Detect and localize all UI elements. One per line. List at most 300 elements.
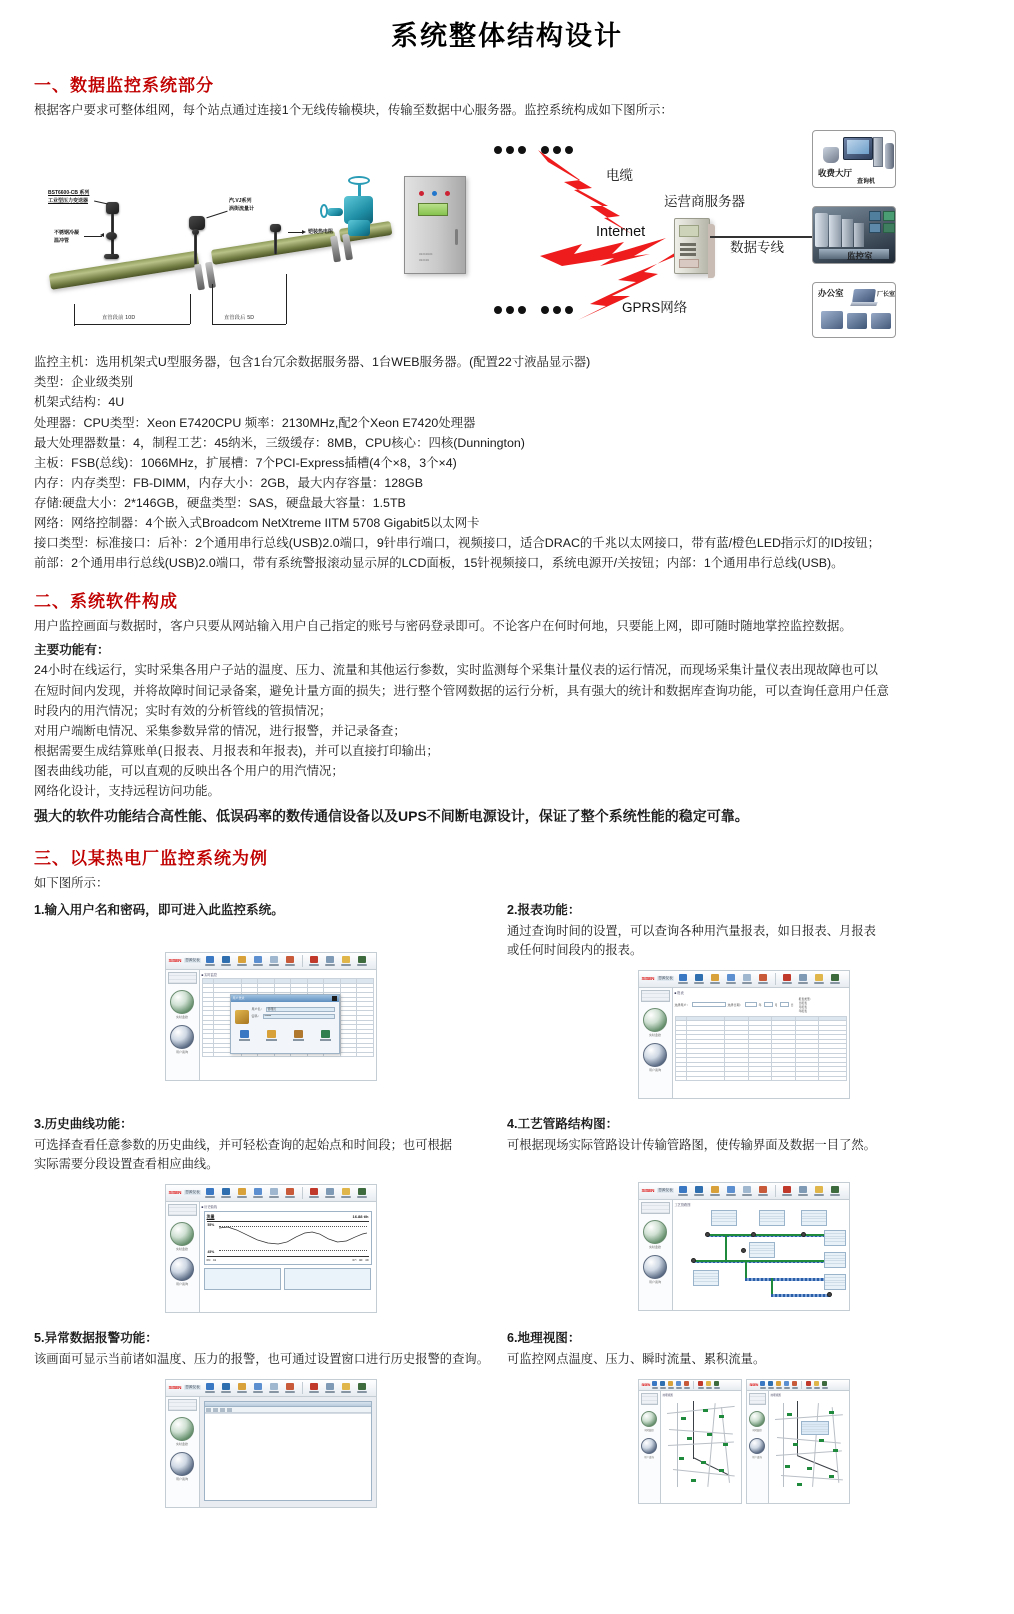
station-tag-2[interactable] [759,1210,785,1226]
pipe-run-mid-overlay [693,1260,831,1261]
toolbar-button-alarm-query[interactable] [725,972,738,986]
toolbar-button-settings[interactable] [791,1380,798,1389]
login-user-value[interactable]: 管理员 [267,1007,276,1012]
login-dialog[interactable] [230,994,340,1054]
toolbar-button-statistics[interactable] [797,972,810,986]
pipe-network-schematic [675,1208,847,1308]
item-4-desc-line: 可根据现场实际管路设计传输管路图，使传输界面及数据一目了然。 [507,1137,876,1152]
toolbar-button-history-curve[interactable] [236,1186,249,1200]
item-3-desc-line: 实际需要分段设置查看相应曲线。 [34,1156,219,1171]
report-year-input[interactable] [745,1002,757,1007]
station-tag-7[interactable] [824,1252,846,1268]
app-toolbar [639,1380,741,1391]
app-brand: SISEN [749,1382,759,1387]
sidebar-tree[interactable] [168,1399,197,1411]
realtime-orb-icon[interactable] [170,1222,194,1246]
orb-caption-realtime: 实时监控 [175,1442,188,1447]
key-icon [235,1010,249,1024]
dialog-button-login[interactable] [238,1030,251,1043]
query-orb-icon[interactable] [170,1452,194,1476]
screenshot-row-1 [34,899,980,1099]
valve-icon-1[interactable] [705,1232,710,1237]
app-main-area [200,1397,376,1507]
query-orb-icon[interactable] [643,1043,667,1067]
main-caption: ■ 实时监控 [201,972,218,977]
office-pc-1 [821,311,843,329]
dialog-button-exit[interactable] [319,1030,332,1043]
app-brand: SISEN [168,958,182,964]
toolbar-button-settings[interactable] [284,1381,297,1395]
curve-y-high: 55% [207,1222,215,1227]
spec-line: 接口类型：标准接口：后补：2个通用串行总线(USB)2.0端口，9针串行端口，视频接口，适合DRAC的千兆以太网接口，带有蓝/橙色LED指示灯的ID按钮； [34,536,881,551]
section-3-heading: 三、以某热电厂监控系统为例 [34,848,268,868]
report-user-label: 选择用户： [674,1002,690,1007]
screenshot-cell-curve [34,1113,507,1313]
toolbar-button-history-curve[interactable] [667,1380,674,1389]
report-type-option-daily[interactable]: 日报表 [798,1000,807,1005]
app-toolbar [166,953,376,970]
app-toolbar [639,1183,849,1200]
dialog-button-logout[interactable] [265,1030,278,1043]
sidebar-tree[interactable] [641,990,670,1002]
toolbar-button-history-data[interactable] [767,1380,774,1389]
orb-caption-query: 用户查询 [648,1068,661,1072]
toolbar-button-print[interactable] [705,1380,712,1389]
office-pc-2 [847,313,867,329]
realtime-orb-icon[interactable] [643,1008,667,1032]
item-6-title: 6.地理视图： [507,1330,581,1345]
wall-screen-4 [883,223,895,233]
item-5-desc-line: 该画面可显示当前诸如温度、压力的报警，也可通过设置窗口进行历史报警的查询。 [34,1351,489,1366]
toolbar-button-statistics[interactable] [324,1381,337,1395]
wall-screen-2 [883,211,895,221]
report-grid [675,1016,847,1081]
photo-label-director-office: 厂长室 [877,292,896,299]
photo-box-control-room [812,206,896,264]
app-body [166,1202,376,1312]
curve-time-selector[interactable] [284,1268,371,1290]
photo-label-control-room: 监控室 [847,251,873,262]
spec-line: 处理器：CPU类型：Xeon E7420CPU 频率：2130MHz,配2个Xeon E7420处理器 [34,415,476,430]
alarm-toolbar-icon[interactable] [213,1408,218,1412]
spec-line: 内存：内存类型：FB-DIMM，内存大小：2GB，最大内存容量：128GB [34,475,423,490]
toolbar-button-realtime[interactable] [677,972,690,986]
toolbar-button-realtime[interactable] [759,1380,766,1389]
cabinet-led-blue [432,191,437,196]
spec-line: 前部：2个通用串行总线(USB)2.0端口，带有系统警报滚动显示屏的LCD面板，15针视频接口，系统电源开/关按钮；内部：1个通用串行总线(USB)。 [34,556,844,571]
spec-line: 监控主机：选用机架式U型服务器，包含1台冗余数据服务器、1台WEB服务器。(配置22寸液晶显示器) [34,355,591,370]
toolbar-button-print[interactable] [340,1381,353,1395]
app-screenshot-alarm [165,1379,377,1508]
toolbar-button-settings[interactable] [757,1184,770,1198]
toolbar-button-alarm-query[interactable] [725,1184,738,1198]
toolbar-button-print[interactable] [813,972,826,986]
pc-tower [873,137,883,167]
rtd-thermo-stem [274,232,277,254]
realtime-orb-icon[interactable] [749,1411,765,1427]
alarm-window [204,1401,372,1501]
app-main-area [673,988,849,1098]
toolbar-button-user-manage[interactable] [741,972,754,986]
item-5-title: 5.异常数据报警功能： [34,1330,158,1345]
data-line-connector [710,236,814,237]
toolbar-button-user-query[interactable] [308,1381,321,1395]
callout-thermo: 铠装热电阻 [308,229,334,236]
app-body [639,1200,849,1310]
spec-line: 类型：企业级类别 [34,375,134,390]
photo-box-office [812,282,896,338]
dim-line-upstream [74,324,190,325]
close-icon[interactable] [332,996,337,1001]
main-caption: 工艺管路图 [674,1202,691,1207]
flange-1 [194,264,205,291]
geo-map-canvas[interactable] [663,1399,739,1501]
rtd-thermo-head [270,224,281,232]
report-month-input[interactable] [764,1002,773,1007]
toolbar-button-history-data[interactable] [220,1381,233,1395]
callout-lead-flowmeter [206,211,227,219]
realtime-orb-icon[interactable] [641,1411,657,1427]
callout-flowmeter-line2: 涡街流量计 [229,206,255,213]
report-type-label: 报表类型： [798,996,813,1001]
geo-screenshot-pair [507,1369,980,1504]
app-main-area [673,1200,849,1310]
document-page [0,14,1014,1614]
server-panel [679,259,699,268]
dim-tick-b1 [212,284,213,324]
toolbar-button-user-query[interactable] [805,1380,812,1389]
toolbar-button-settings[interactable] [683,1380,690,1389]
callout-arrow-buffer [100,233,104,237]
toolbar-button-user-manage[interactable] [268,954,281,968]
app-brand-cn: 思源仪表 [185,958,200,963]
orb-caption-realtime: 实时监控 [644,1429,654,1433]
laptop-base [850,302,878,306]
login-pass-value[interactable]: ****** [264,1014,272,1019]
toolbar-button-history-data[interactable] [220,1186,233,1200]
toolbar-button-statistics[interactable] [324,954,337,968]
label-data-line: 数据专线 [730,240,784,256]
curve-y-low: 45% [207,1249,215,1254]
curve-plot-area [207,1222,369,1256]
photo-label-office: 办公室 [818,288,844,299]
screenshot-gallery [34,899,980,1508]
app-brand: SISEN [641,1188,655,1194]
toolbar-button-alarm-query[interactable] [783,1380,790,1389]
station-tag-6[interactable] [824,1230,846,1246]
toolbar-button-exit[interactable] [829,1184,842,1198]
app-screenshot-login [165,952,377,1081]
station-tag-8[interactable] [824,1274,846,1290]
item-1-title: 1.输入用户名和密码，即可进入此监控系统。 [34,902,284,917]
station-tag-1[interactable] [711,1210,737,1226]
vortex-flowmeter-stem [194,234,197,264]
history-curve-line [219,1222,367,1256]
toolbar-button-alarm-query[interactable] [675,1380,682,1389]
item-2-desc-line: 或任何时间段内的报表。 [507,942,643,957]
sidebar-tree[interactable] [641,1393,658,1405]
curve-param-label: 流量 [206,1213,215,1219]
toolbar-button-exit[interactable] [356,1381,369,1395]
toolbar-button-settings[interactable] [284,1186,297,1200]
alarm-toolbar-icon[interactable] [227,1408,232,1412]
map-info-popup[interactable] [801,1421,829,1435]
toolbar-button-alarm-query[interactable] [252,954,265,968]
report-year-unit: 年 [758,1002,762,1007]
app-sidebar [166,1397,200,1507]
report-type-option-monthly[interactable]: 月报表 [798,1004,807,1009]
toolbar-button-realtime[interactable] [204,1186,217,1200]
toolbar-button-statistics[interactable] [797,1184,810,1198]
toolbar-button-history-curve[interactable] [236,954,249,968]
cabinet-nameplate: ▭▭▭▭ ▭▭▭ [419,252,433,262]
toolbar-button-history-curve[interactable] [709,972,722,986]
pipe-riser-2 [745,1260,747,1278]
alarm-list-area [205,1413,371,1499]
callout-buffer-line1: 不锈钢冷凝 [54,230,80,237]
feature-line: 图表曲线功能，可以直观的反映出各个用户的用汽情况； [34,763,344,778]
query-orb-icon[interactable] [170,1025,194,1049]
toolbar-button-user-query[interactable] [308,954,321,968]
toolbar-button-realtime[interactable] [651,1380,658,1389]
main-caption: 地理视图 [770,1393,781,1397]
toolbar-button-alarm-query[interactable] [252,1186,265,1200]
orb-caption-query: 用户查询 [175,1049,188,1054]
control-cabinet-2 [829,215,841,247]
section-2-intro: 用户监控画面与数据时，客户只要从网站输入用户自己指定的账号与密码登录即可。不论客户在何时何地，只要能上网，即可随时随地掌控监控数据。 [34,619,852,634]
system-architecture-diagram [34,124,980,346]
pipe-run-bottom [771,1294,831,1297]
report-day-input[interactable] [780,1002,789,1007]
cabinet-led-red [419,191,424,196]
orb-caption-query: 用户查询 [644,1456,654,1460]
label-internet: Internet [596,224,646,241]
spec-line: 机架式结构：4U [34,395,125,410]
page-title: 系统整体结构设计 [391,21,623,51]
app-brand-cn: 思源仪表 [658,1188,673,1193]
pipe-riser-3 [771,1278,773,1294]
curve-time-end: 07：40：49 [352,1257,369,1262]
section-2-conclusion: 强大的软件功能结合高性能、低误码率的数传通信设备以及UPS不间断电源设计，保证了整个系统性能的稳定可靠。 [34,808,749,825]
main-caption: ■ 历史曲线 [201,1204,218,1209]
toolbar-button-history-curve[interactable] [709,1184,722,1198]
sidebar-tree[interactable] [641,1202,670,1214]
app-toolbar [639,971,849,988]
orb-caption-realtime: 实时监控 [752,1429,762,1433]
app-main-area [661,1391,741,1503]
pipeline-illustration [44,154,394,334]
query-orb-icon[interactable] [641,1438,657,1454]
cabinet-led-red-2 [445,191,450,196]
item-6-desc-line: 可监控网点温度、压力、瞬时流量、累积流量。 [507,1351,766,1366]
report-month-unit: 月 [774,1002,778,1007]
valve-icon-8[interactable] [827,1292,832,1297]
dim-tick-b2 [286,274,287,324]
callout-lead-transmitter [94,201,108,205]
callout-arrow-thermo [302,230,306,234]
toolbar-button-user-query[interactable] [697,1380,704,1389]
app-brand: SISEN [168,1190,182,1196]
app-brand: SISEN [641,976,655,982]
valve-icon-4[interactable] [741,1248,746,1253]
app-brand: SISEN [168,1385,182,1391]
feature-line: 时段内的用汽情况；实时有效的分析管线的管损情况； [34,703,332,718]
toolbar-button-history-curve[interactable] [236,1381,249,1395]
photo-box-service-hall [812,130,896,188]
toolbar-button-realtime[interactable] [677,1184,690,1198]
query-orb-icon[interactable] [170,1257,194,1281]
orb-caption-query: 用户查询 [752,1456,762,1460]
toolbar-button-exit[interactable] [821,1380,828,1389]
photo-label-kiosk: 查询机 [857,179,876,186]
app-body [166,1397,376,1507]
app-body [639,1391,741,1503]
server-slot-2 [680,248,696,251]
section-2-heading: 二、系统软件构成 [34,592,178,612]
toolbar-button-user-manage[interactable] [741,1184,754,1198]
screenshot-cell-login [34,899,507,1099]
item-2-title: 2.报表功能： [507,902,581,917]
app-toolbar [166,1185,376,1202]
app-screenshot-geo-map-a [638,1379,742,1504]
curve-time-start: 09：41 [206,1257,217,1262]
orb-caption-query: 用户查询 [175,1477,188,1482]
station-tag-3[interactable] [801,1210,827,1226]
section-1-intro: 根据客户要求可整体组网，每个站点通过连接1个无线传输模块，传输至数据中心服务器。监控系统构成如下图所示： [34,103,673,117]
toolbar-button-exit[interactable] [356,954,369,968]
toolbar-button-history-data[interactable] [693,972,706,986]
toolbar-button-user-manage[interactable] [268,1381,281,1395]
toolbar-button-user-query[interactable] [781,1184,794,1198]
app-main-area [769,1391,849,1503]
wall-screen-3 [869,223,881,233]
orb-caption-realtime: 实时监控 [175,1014,188,1019]
app-main-area [200,1202,376,1312]
features-title: 主要功能有： [34,643,110,658]
dim-tick-a2 [190,294,191,324]
dim-label-upstream: 直管段前 10D [102,315,136,322]
station-tag-4[interactable] [749,1242,775,1258]
orb-caption-query: 用户查询 [175,1282,188,1287]
server-slot-3 [680,253,696,256]
realtime-orb-icon[interactable] [170,1417,194,1441]
toolbar-button-print[interactable] [813,1184,826,1198]
pipe-segment-left [49,251,200,290]
spec-line: 存储:硬盘大小：2*146GB，硬盘类型：SAS，硬盘最大容量：1.5TB [34,495,406,510]
control-cabinet-4 [854,223,864,247]
label-gprs: GPRS网络 [622,300,688,316]
screenshot-cell-alarm [34,1327,507,1508]
toolbar-button-print[interactable] [813,1380,820,1389]
toolbar-button-settings[interactable] [757,972,770,986]
screenshot-cell-report [507,899,980,1099]
card-reader [823,147,839,163]
toolbar-button-realtime[interactable] [204,1381,217,1395]
curve-param-selector[interactable] [204,1268,281,1290]
orb-caption-realtime: 实时监控 [648,1245,661,1250]
pipe-run-lower [745,1278,831,1281]
spec-line: 最大处理器数量：4，制程工艺：45纳米，三级缓存：8MB，CPU核心：四核(Dunnington) [34,435,525,450]
curve-current-value: 16.88 t/h [352,1213,369,1219]
app-sidebar [639,1391,661,1503]
toolbar-button-print[interactable] [340,1186,353,1200]
toolbar-button-exit[interactable] [356,1186,369,1200]
curve-time-axis [207,1256,369,1262]
toolbar-button-exit[interactable] [713,1380,720,1389]
toolbar-button-user-query[interactable] [308,1186,321,1200]
geo-map-canvas[interactable] [771,1399,847,1501]
report-user-select[interactable] [692,1002,726,1007]
app-screenshot-geo-map-b [746,1379,850,1504]
alarm-toolbar-icon[interactable] [220,1408,225,1412]
pressure-transmitter-head [106,202,119,214]
host-spec-list [34,352,980,573]
app-screenshot-pipe-structure [638,1182,850,1311]
sidebar-tree[interactable] [168,1204,197,1216]
toolbar-button-user-query[interactable] [781,972,794,986]
login-user-label: 用户名： [251,1007,264,1012]
valve-body [348,220,370,236]
toolbar-button-history-data[interactable] [220,954,233,968]
toolbar-button-realtime[interactable] [204,954,217,968]
orb-caption-realtime: 实时监控 [648,1033,661,1037]
callout-flowmeter-line1: 汽.VJ系列 [229,198,252,205]
app-sidebar [166,970,200,1080]
toolbar-button-exit[interactable] [829,972,842,986]
feature-line: 根据需要生成结算账单(日报表、月报表和年报表)，并可以直接打印输出； [34,743,439,758]
dim-tick-a1 [74,304,75,326]
toolbar-button-statistics[interactable] [324,1186,337,1200]
toolbar-button-history-data[interactable] [693,1184,706,1198]
toolbar-button-settings[interactable] [284,954,297,968]
dialog-button-change-password[interactable] [292,1030,305,1043]
valve-icon-3[interactable] [801,1232,806,1237]
control-cabinet-1 [815,213,828,247]
report-type-option-yearly[interactable]: 年报表 [798,1008,807,1013]
toolbar-button-history-curve[interactable] [775,1380,782,1389]
feature-line: 对用户端断电情况、采集参数异常的情况，进行报警，并记录备查； [34,723,406,738]
spec-line: 网络：网络控制器：4个嵌入式Broadcom NetXtreme IITM 5708 Gigabit5以太网卡 [34,515,480,530]
orb-caption-realtime: 实时监控 [175,1247,188,1252]
screenshot-cell-geo [507,1327,980,1508]
toolbar-button-alarm-query[interactable] [252,1381,265,1395]
sidebar-tree[interactable] [749,1393,766,1405]
toolbar-button-history-data[interactable] [659,1380,666,1389]
query-orb-icon[interactable] [643,1255,667,1279]
realtime-orb-icon[interactable] [170,990,194,1014]
screenshot-cell-pipe [507,1113,980,1313]
query-orb-icon[interactable] [749,1438,765,1454]
valve-icon-2[interactable] [751,1232,756,1237]
valve-icon-5[interactable] [691,1258,696,1263]
pipe-riser-1 [725,1234,727,1260]
server-slot-1 [680,243,696,246]
feature-line: 在短时间内发现，并将故障时间记录备案，避免计量方面的损失；进行整个管网数据的运行分析，具有强大的统计和数据库查询功能，可以查询任意用户任意 [34,683,889,698]
login-dialog-titlebar [231,995,339,1002]
report-filter-bar [675,997,847,1013]
realtime-orb-icon[interactable] [643,1220,667,1244]
table-row [675,1076,846,1081]
sidebar-tree[interactable] [168,972,197,984]
toolbar-button-user-manage[interactable] [268,1186,281,1200]
kiosk-device [885,143,894,169]
alarm-toolbar-icon[interactable] [206,1408,211,1412]
transmitter-valve [104,254,119,259]
main-caption: 地理视图 [662,1393,673,1397]
toolbar-button-print[interactable] [340,954,353,968]
rtu-cabinet [404,176,466,274]
station-tag-5[interactable] [693,1270,719,1286]
